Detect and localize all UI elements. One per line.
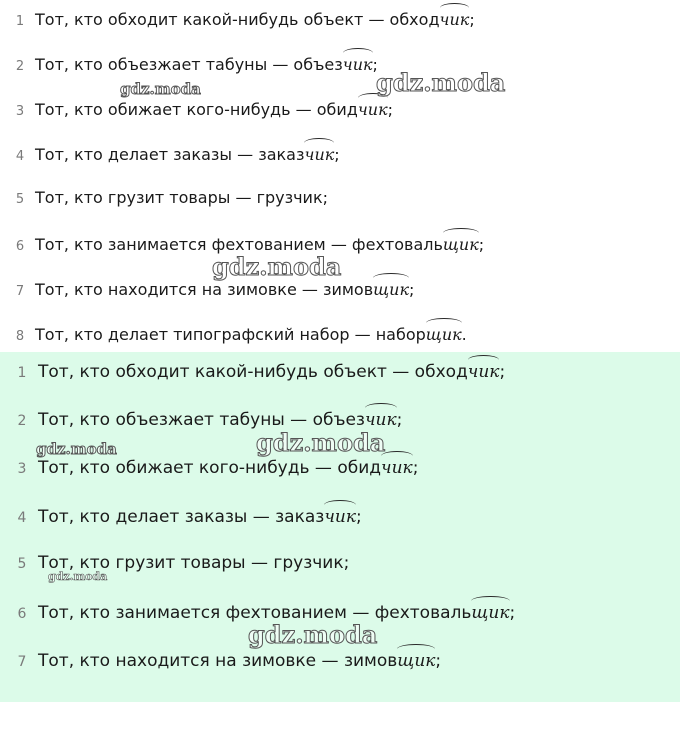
suffix-mark: чик [342,55,373,74]
watermark: gdz.moda [376,68,506,97]
suffix-mark: чик [364,410,397,430]
line-end: ; [396,410,403,430]
text-line [14,649,441,671]
text-line [14,553,349,573]
line-end: ; [412,458,419,478]
line-number: 2 [17,413,27,429]
suffix-mark: чик [304,145,335,164]
line-text: Тот, кто объезжает табуны — объез [38,410,365,430]
suffix-mark: щик [425,325,462,344]
line-number: 6 [17,606,27,622]
text-line [14,456,418,478]
line-number: 5 [15,192,25,207]
line-text: Тот, кто обижает кого-нибудь — обид [35,100,358,119]
line-number: 2 [15,59,25,74]
suffix-mark: чик [324,507,357,527]
text-line [12,188,328,207]
suffix-mark: чик [439,10,470,29]
line-end: ; [372,55,378,74]
line-text: Тот, кто делает типографский набор — набор [35,325,426,344]
text-line [12,278,414,299]
line-end: ; [356,507,362,527]
line-text: Тот, кто занимается фехтованием — фехтоваль [38,603,472,623]
line-number: 4 [15,149,25,164]
suffix-mark: чик [381,458,413,478]
line-number: 6 [15,239,25,254]
line-text: Тот, кто делает заказы — заказ [38,507,325,527]
watermark: gdz.moda [120,80,201,98]
line-text: Тот, кто находится на зимовке — зимов [38,651,398,671]
line-number: 7 [17,654,27,670]
suffix-mark: щик [397,651,436,671]
line-end: ; [499,362,506,382]
text-line [12,98,393,119]
text-line [12,143,340,164]
line-number: 7 [15,284,25,299]
watermark: gdz.moda [248,620,378,649]
line-end: ; [478,235,485,254]
line-number: 3 [15,104,25,119]
watermark: gdz.moda [48,570,108,583]
line-number: 8 [15,329,25,344]
text-line [12,233,484,254]
text-line [14,408,402,430]
line-number: 3 [17,461,27,477]
line-text: Тот, кто обходит какой-нибудь объект — обход [38,362,468,382]
line-end: ; [334,145,340,164]
text-line [12,323,467,344]
watermark: gdz.moda [36,440,117,458]
text-line [14,505,362,527]
suffix-mark: щик [442,235,479,254]
watermark: gdz.moda [256,428,386,457]
line-number: 5 [17,556,27,572]
line-end: ; [435,651,442,671]
line-text: Тот, кто делает заказы — заказ [35,145,305,164]
line-text: Тот, кто обижает кого-нибудь — обид [38,458,382,478]
line-text: Тот, кто находится на зимовке — зимов [35,280,374,299]
line-text: Тот, кто грузит товары — грузчик; [38,553,350,573]
suffix-mark: чик [357,100,388,119]
line-number: 1 [15,14,25,29]
line-text: Тот, кто обходит какой-нибудь объект — обход [35,10,440,29]
line-end: ; [469,10,475,29]
line-end: . [461,325,467,344]
line-text: Тот, кто занимается фехтованием — фехтоваль [35,235,443,254]
line-number: 1 [17,365,27,381]
line-text: Тот, кто объезжает табуны — объез [35,55,343,74]
text-line [14,601,515,623]
text-line [12,53,378,74]
exercise-text-block [0,0,680,352]
text-line [14,360,505,382]
line-end: ; [409,280,415,299]
line-text: Тот, кто грузит товары — грузчик; [35,188,329,207]
line-end: ; [509,603,516,623]
line-number: 4 [17,510,27,526]
suffix-mark: щик [373,280,410,299]
suffix-mark: чик [467,362,500,382]
suffix-mark: щик [471,603,510,623]
text-line [12,8,475,29]
answer-block [0,352,680,702]
line-end: ; [387,100,394,119]
watermark: gdz.moda [212,252,342,281]
